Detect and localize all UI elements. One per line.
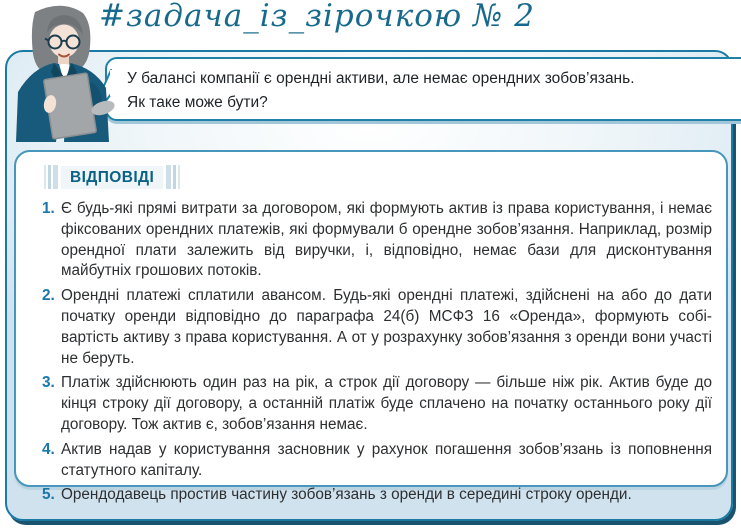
answer-item-1 (42, 199, 712, 282)
answer-number: 5. (42, 486, 55, 504)
answer-text: Платіж здійснюють один раз на рік, а строк дії договору — більше ніж рік. Актив буде до кінця строку дії договору, а останній платіж буде сплачено на початку останнього року дії договору. Тож актив є, зобов’язання немає. (61, 374, 712, 433)
badge-left-bars-decoration (44, 165, 60, 189)
teacher-illustration (6, 2, 120, 142)
question-line-2: Як таке може бути? (127, 94, 268, 111)
answer-item-5 (42, 485, 712, 506)
answer-item-4 (42, 440, 712, 482)
page-title: #задача_із_зірочкою № 2 (99, 0, 535, 34)
answer-number: 3. (42, 374, 55, 392)
answers-header-badge (44, 164, 712, 190)
answer-item-3 (42, 373, 712, 435)
answer-number: 4. (42, 440, 55, 458)
answer-number: 2. (42, 287, 55, 305)
question-speech-bubble (105, 57, 741, 121)
answer-number: 1. (42, 200, 55, 217)
answers-header-label: ВІДПОВІДІ (61, 166, 163, 189)
answers-card (14, 150, 728, 504)
answer-text: Орендні платежі сплатили авансом. Будь-які орендні платежі, здійснені на або до дати початку оренди відповідно до параграфа 24(б) МСФЗ 16 «Оренда», формують собівартість активу з права користування. А от у розрахунку зобов’язання з оренди вони участі не беруть. (61, 287, 712, 367)
question-line-1: У балансі компанії є орендні активи, але немає орендних зобов’язань. (127, 70, 635, 87)
answer-text: Актив надав у користування засновник у рахунок погашення зобов’язань із поповнення статутного капіталу. (61, 440, 712, 479)
answer-item-2 (42, 286, 712, 369)
answer-text: Орендодавець простив частину зобов’язань з оренди в середині строку оренди. (61, 486, 632, 504)
badge-right-bars-decoration (164, 165, 180, 189)
answers-list (42, 199, 712, 506)
answer-text: Є будь-які прямі витрати за договором, які формують актив із права користування, і немає фіксованих орендних платежів, які формували б орендне зобов’язання. Наприклад, розмір орендної плати залежить від виручки, і, відповідно, немає бази для дисконтування майбутніх грошових потоків. (61, 200, 712, 280)
